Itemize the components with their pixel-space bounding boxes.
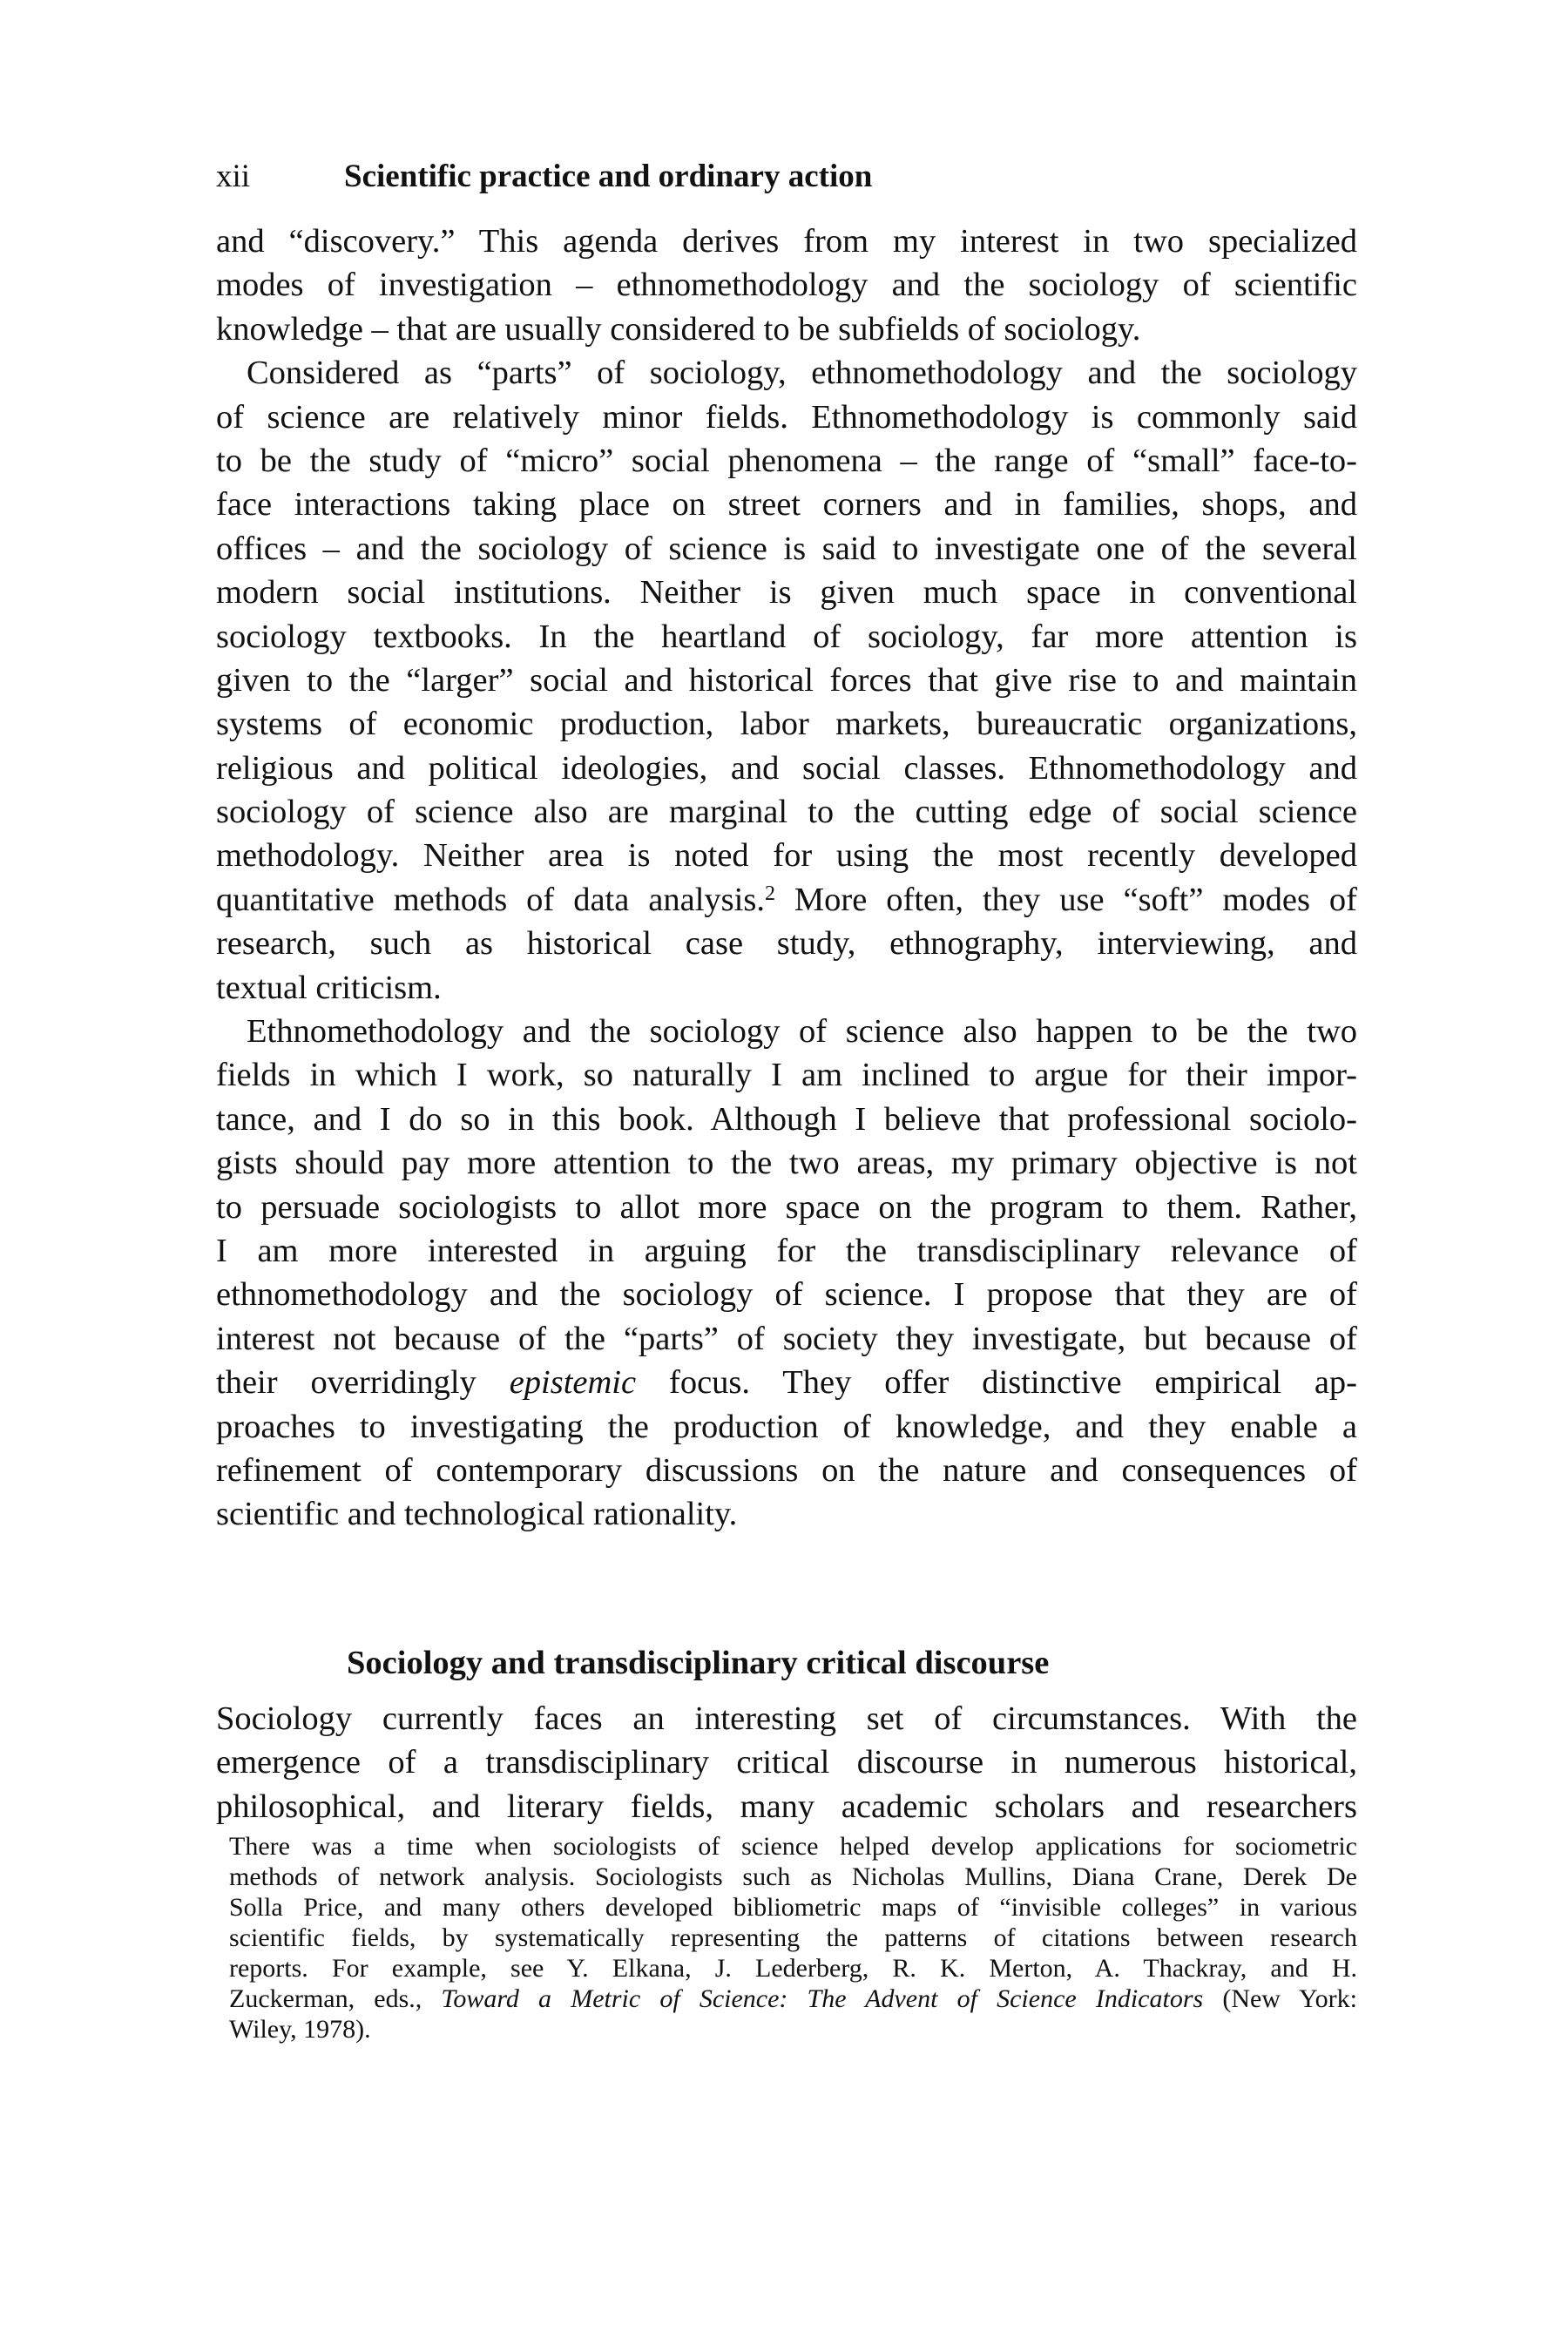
italic-text: Toward a Metric of Science: The Advent of Science Indicators bbox=[441, 1984, 1204, 2013]
footnote bbox=[229, 1831, 1357, 2044]
text-line: emergence of a transdisciplinary critical discourse in numerous historical, bbox=[216, 1744, 1357, 1781]
section-body-text bbox=[216, 1697, 1357, 1828]
text-line: knowledge – that are usually considered to be subfields of sociology. bbox=[216, 310, 1141, 348]
running-head-title: Scientific practice and ordinary action bbox=[344, 159, 873, 194]
body-text bbox=[216, 220, 1357, 1537]
text-line: gists should pay more attention to the two areas, my primary objective is not bbox=[216, 1145, 1357, 1182]
text-line: systems of economic production, labor markets, bureaucratic organizations, bbox=[216, 706, 1357, 743]
paragraph bbox=[216, 1010, 1357, 1537]
section-heading: Sociology and transdisciplinary critical discourse bbox=[347, 1645, 1050, 1681]
text-segment: quantitative methods of data analysis. bbox=[216, 881, 765, 918]
paragraph bbox=[216, 220, 1357, 351]
text-line: religious and political ideologies, and social classes. Ethnomethodology and bbox=[216, 749, 1357, 787]
text-line bbox=[229, 1984, 1357, 2014]
text-line: to be the study of “micro” social phenomena – the range of “small” face-to- bbox=[216, 442, 1357, 479]
text-line: given to the “larger” social and historical forces that give rise to and maintain bbox=[216, 661, 1357, 699]
text-line: Ethnomethodology and the sociology of science also happen to be the two bbox=[247, 1013, 1357, 1051]
text-line: research, such as historical case study, ethnography, interviewing, and bbox=[216, 925, 1357, 963]
footnote-reference: 2 bbox=[764, 882, 775, 905]
text-line: sociology textbooks. In the heartland of sociology, far more attention is bbox=[216, 618, 1357, 655]
text-line: ethnomethodology and the sociology of science. I propose that they are of bbox=[216, 1276, 1357, 1314]
text-line: offices – and the sociology of science is said to investigate one of the several bbox=[216, 530, 1357, 567]
text-line: scientific and technological rationality. bbox=[216, 1496, 738, 1533]
text-line: Solla Price, and many others developed bibliometric maps of “invisible colleges” in various bbox=[229, 1893, 1357, 1922]
text-line: textual criticism. bbox=[216, 969, 442, 1006]
text-line bbox=[216, 1361, 1357, 1404]
text-line: philosophical, and literary fields, many academic scholars and researchers bbox=[216, 1788, 1357, 1825]
text-line: refinement of contemporary discussions on the nature and consequences of bbox=[216, 1451, 1357, 1489]
text-segment: focus. They offer distinctive empirical ap- bbox=[636, 1364, 1357, 1402]
text-line: Wiley, 1978). bbox=[229, 2015, 371, 2044]
text-line: fields in which I work, so naturally I am inclined to argue for their impor- bbox=[216, 1057, 1357, 1094]
text-line: methodology. Neither area is noted for using the most recently developed bbox=[216, 837, 1357, 875]
text-segment: (New York: bbox=[1203, 1984, 1358, 2013]
text-segment: More often, they use “soft” modes of bbox=[774, 881, 1357, 918]
text-line: and “discovery.” This agenda derives from my interest in two specialized bbox=[216, 223, 1357, 260]
text-line: sociology of science also are marginal to the cutting edge of social science bbox=[216, 794, 1357, 831]
text-line: modes of investigation – ethnomethodology and the sociology of scientific bbox=[216, 267, 1357, 304]
page-number: xii bbox=[216, 159, 251, 194]
text-line: methods of network analysis. Sociologists such as Nicholas Mullins, Diana Crane, Derek De bbox=[229, 1862, 1357, 1891]
italic-text: epistemic bbox=[509, 1364, 637, 1402]
text-line: scientific fields, by systematically representing the patterns of citations between research bbox=[229, 1923, 1357, 1952]
text-segment: Zuckerman, eds., bbox=[229, 1984, 442, 2013]
paragraph bbox=[216, 1697, 1357, 1828]
text-line: proaches to investigating the production of knowledge, and they enable a bbox=[216, 1408, 1357, 1445]
paragraph bbox=[216, 351, 1357, 1010]
text-line: Sociology currently faces an interesting set of circumstances. With the bbox=[216, 1700, 1357, 1737]
text-line: Considered as “parts” of sociology, ethnomethodology and the sociology bbox=[247, 355, 1357, 392]
text-line: of science are relatively minor fields. Ethnomethodology is commonly said bbox=[216, 398, 1357, 436]
text-line: reports. For example, see Y. Elkana, J. Lederberg, R. K. Merton, A. Thackray, and H. bbox=[229, 1954, 1357, 1983]
text-line: There was a time when sociologists of science helped develop applications for sociometric bbox=[229, 1832, 1357, 1861]
text-line: interest not because of the “parts” of society they investigate, but because of bbox=[216, 1320, 1357, 1357]
text-line: to persuade sociologists to allot more space on the program to them. Rather, bbox=[216, 1188, 1357, 1226]
text-line: tance, and I do so in this book. Although I believe that professional sociolo- bbox=[216, 1100, 1357, 1138]
text-line bbox=[216, 878, 1357, 922]
text-line: I am more interested in arguing for the transdisciplinary relevance of bbox=[216, 1232, 1357, 1269]
text-line: face interactions taking place on street corners and in families, shops, and bbox=[216, 486, 1357, 524]
text-line: modern social institutions. Neither is given much space in conventional bbox=[216, 574, 1357, 612]
text-segment: their overridingly bbox=[216, 1364, 510, 1402]
